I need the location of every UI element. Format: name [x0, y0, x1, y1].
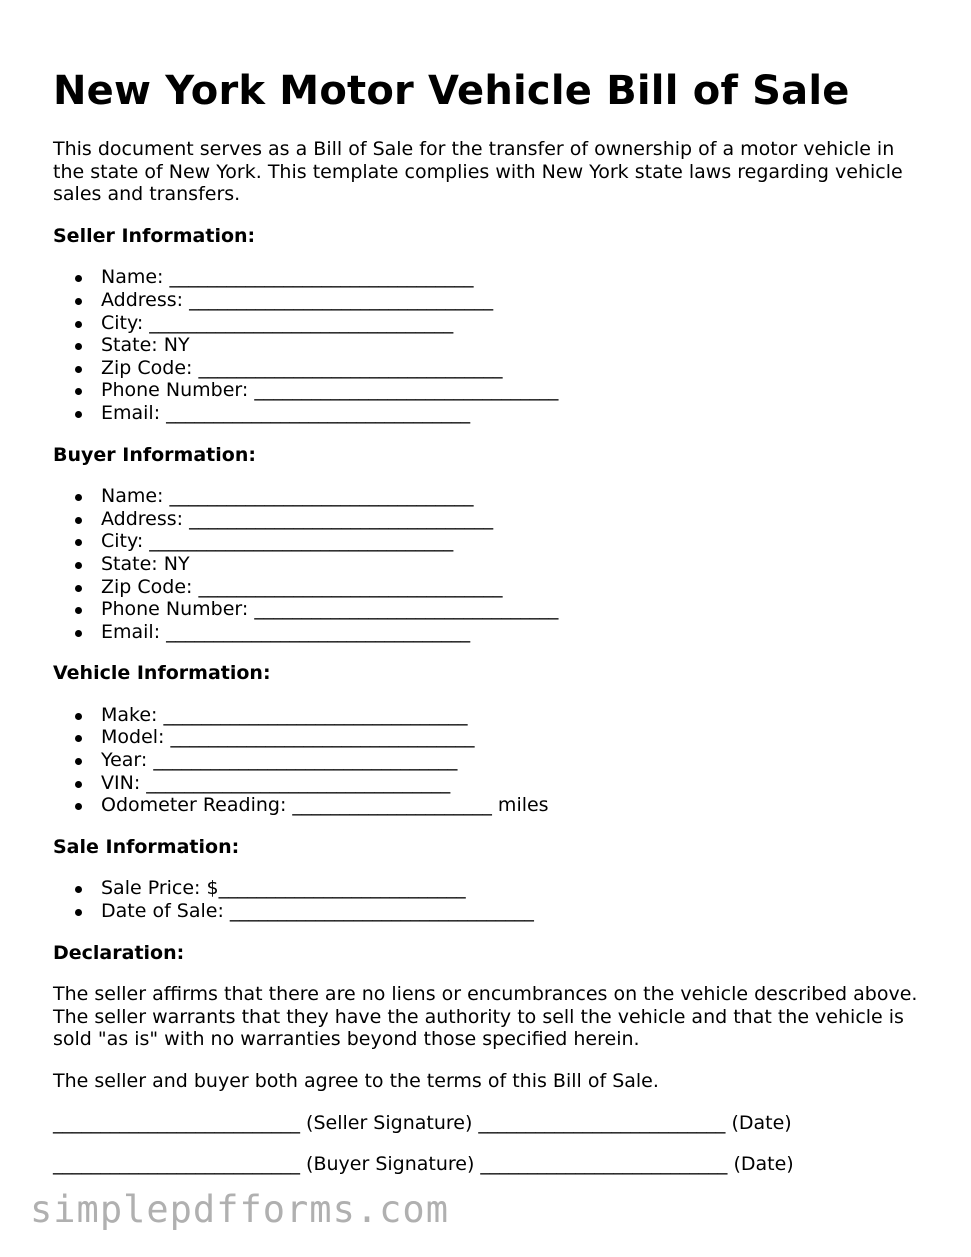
watermark: simplepdfforms.com — [30, 1188, 449, 1231]
seller-name-field: Name: ________________________________ — [101, 266, 923, 289]
seller-state-field: State: NY — [101, 334, 923, 357]
sale-date-field: Date of Sale: ________________________________ — [101, 900, 923, 923]
sale-info-list — [53, 877, 923, 922]
vehicle-model-field: Model: ________________________________ — [101, 726, 923, 749]
seller-city-field: City: ________________________________ — [101, 312, 923, 335]
sale-price-field: Sale Price: $__________________________ — [101, 877, 923, 900]
vehicle-odometer-field: Odometer Reading: _____________________ miles — [101, 794, 923, 817]
buyer-address-field: Address: ________________________________ — [101, 508, 923, 531]
sale-heading: Sale Information: — [53, 835, 240, 858]
buyer-phone-field: Phone Number: ________________________________ — [101, 598, 923, 621]
vehicle-vin-field: VIN: ________________________________ — [101, 772, 923, 795]
seller-info-list — [53, 266, 923, 424]
buyer-name-field: Name: ________________________________ — [101, 485, 923, 508]
buyer-heading: Buyer Information: — [53, 443, 256, 466]
vehicle-year-field: Year: ________________________________ — [101, 749, 923, 772]
seller-address-field: Address: ________________________________ — [101, 289, 923, 312]
vehicle-info-list — [53, 704, 923, 817]
buyer-zip-field: Zip Code: ________________________________ — [101, 576, 923, 599]
agreement-text: The seller and buyer both agree to the terms of this Bill of Sale. — [53, 1070, 659, 1092]
buyer-signature-line: __________________________ (Buyer Signature) __________________________ (Date) — [53, 1153, 794, 1176]
vehicle-heading: Vehicle Information: — [53, 662, 271, 685]
buyer-info-list — [53, 485, 923, 643]
declaration-text: The seller affirms that there are no liens or encumbrances on the vehicle described above. The seller warrants that they have the authority to sell the vehicle and that the vehicle is sold "as is" with no warranties beyond those specified herein. — [53, 983, 918, 1051]
seller-heading: Seller Information: — [53, 224, 256, 247]
seller-signature-line: __________________________ (Seller Signature) __________________________ (Date) — [53, 1111, 792, 1134]
buyer-email-field: Email: ________________________________ — [101, 621, 923, 644]
document-title: New York Motor Vehicle Bill of Sale — [53, 68, 850, 114]
seller-phone-field: Phone Number: ________________________________ — [101, 379, 923, 402]
bill-of-sale-document — [53, 66, 923, 1195]
buyer-state-field: State: NY — [101, 553, 923, 576]
buyer-city-field: City: ________________________________ — [101, 530, 923, 553]
intro-paragraph: This document serves as a Bill of Sale for the transfer of ownership of a motor vehicle in the state of New York. This template complies with New York state laws regarding vehicle sales and transfers. — [53, 138, 903, 206]
seller-email-field: Email: ________________________________ — [101, 402, 923, 425]
vehicle-make-field: Make: ________________________________ — [101, 704, 923, 727]
seller-zip-field: Zip Code: ________________________________ — [101, 357, 923, 380]
declaration-heading: Declaration: — [53, 941, 185, 964]
